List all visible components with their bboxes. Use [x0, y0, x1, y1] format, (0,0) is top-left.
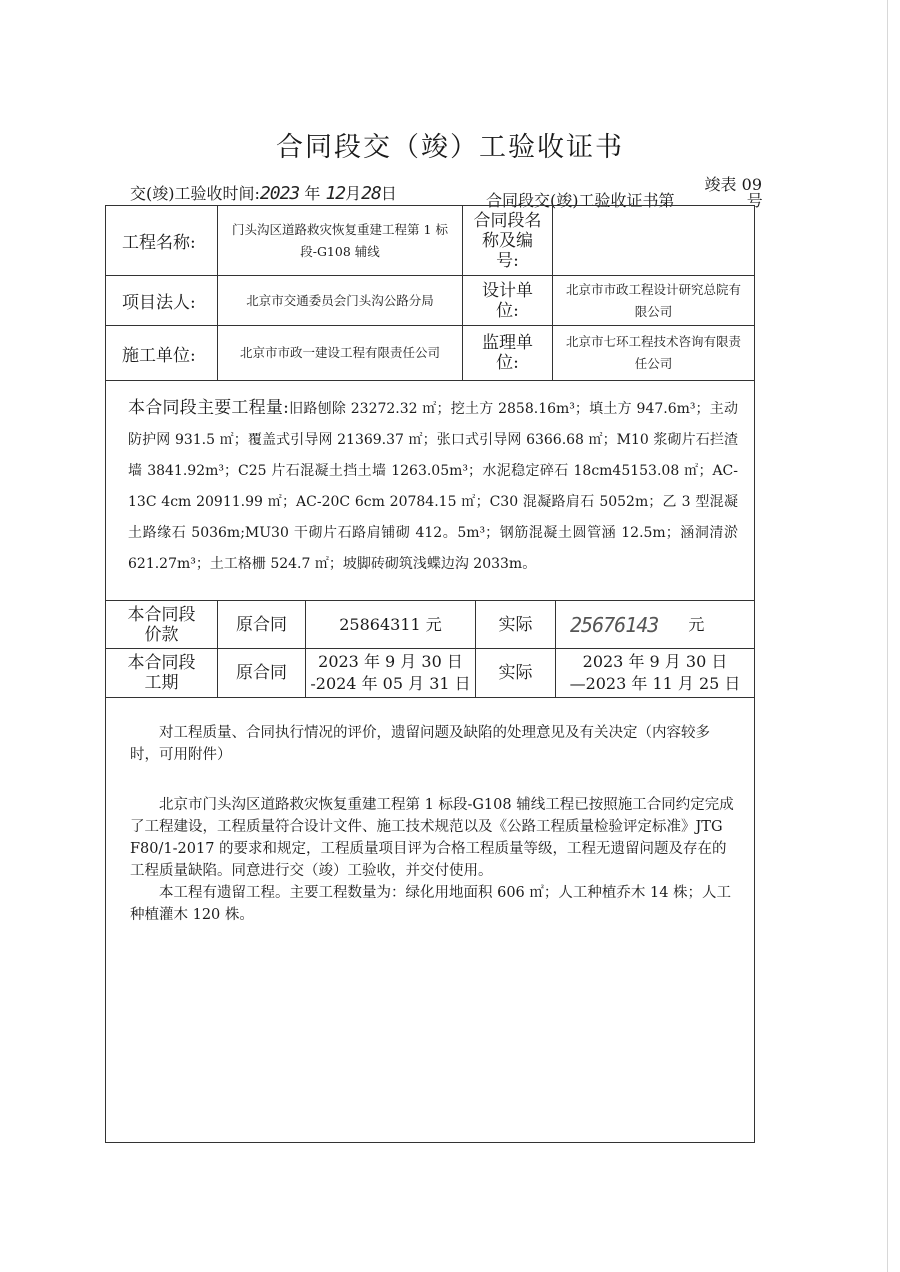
handwritten-day: 28: [361, 183, 381, 204]
price-label: 本合同段价款: [106, 601, 218, 649]
quantities-text: 旧路刨除 23272.32 ㎡；挖土方 2858.16m³；填土方 947.6m³；主动防护网 931.5 ㎡；覆盖式引导网 21369.37 ㎡；张口式引导网 6366.68 ㎡；M10 浆砌片石拦渣墙 3841.92m³；C25 片石混凝土挡土墙 1263.05m³；水泥稳定碎石 18cm45153.08 ㎡；AC-13C 4cm 20911.99 ㎡；AC-20C 6cm 20784.15 ㎡；C30 混凝路肩石 5052m；乙 3 型混凝土路缘石 5036m;MU30 干砌片石路肩铺砌 412。5m³；钢筋混凝土圆管涵 12.5m；涵洞清淤 621.27m³；土工格栅 524.7 ㎡；坡脚砖砌筑浅蝶边沟 2033m。: [128, 401, 738, 572]
price-actual-label: 实际: [476, 601, 556, 649]
section-name-label: 合同段名称及编号:: [463, 206, 553, 276]
evaluation-paragraph-2: 本工程有遗留工程。主要工程数量为：绿化用地面积 606 ㎡；人工种植乔木 14 株；人工种植灌木 120 株。: [130, 885, 732, 923]
period-original-label: 原合同: [218, 649, 306, 698]
quantities-heading: 本合同段主要工程量:: [128, 398, 289, 418]
period-label: 本合同段工期: [106, 649, 218, 698]
period-actual-end: —2023 年 11 月 25 日: [569, 674, 741, 693]
period-original-end: -2024 年 05 月 31 日: [310, 674, 471, 693]
supervisor-label: 监理单位:: [463, 326, 553, 381]
evaluation-paragraph-1: 北京市门头沟区道路救灾恢复重建工程第 1 标段-G108 辅线工程已按照施工合同约定完成了工程建设，工程质量符合设计文件、施工技术规范以及《公路工程质量检验评定标准》JTG F80/1-2017 的要求和规定，工程质量项目评为合格工程质量等级，工程无遗留问题及存在的工程质量缺陷。同意进行交（竣）工验收，并交付使用。: [130, 797, 734, 879]
price-actual-unit: 元: [688, 614, 705, 634]
project-owner-label: 项目法人:: [106, 276, 218, 326]
price-original-value: 25864311 元: [306, 601, 476, 649]
document-title: 合同段交（竣）工验收证书: [276, 132, 624, 163]
project-owner-value: 北京市交通委员会门头沟公路分局: [218, 276, 463, 326]
scan-edge-line: [887, 0, 888, 1272]
designer-value: 北京市市政工程设计研究总院有限公司: [553, 276, 754, 326]
period-actual-value: [556, 649, 754, 698]
supervisor-value: 北京市七环工程技术咨询有限责任公司: [553, 326, 754, 381]
period-original-start: 2023 年 9 月 30 日: [318, 652, 463, 671]
year-label: 年: [304, 184, 321, 203]
day-label: 日: [380, 184, 397, 203]
price-actual-value: [556, 601, 754, 649]
certificate-table: [105, 205, 755, 1143]
designer-label: 设计单位:: [463, 276, 553, 326]
acceptance-time-label: 交(竣)工验收时间:: [130, 184, 260, 203]
evaluation-section: [106, 722, 754, 926]
project-name-value: 门头沟区道路救灾恢复重建工程第 1 标段-G108 辅线: [218, 206, 463, 276]
contractor-label: 施工单位:: [106, 326, 218, 381]
period-actual-start: 2023 年 9 月 30 日: [582, 652, 728, 671]
section-name-value: [553, 206, 754, 276]
handwritten-month: 12: [325, 183, 346, 204]
certificate-number-suffix: 号: [746, 191, 763, 210]
period-original-value: [306, 649, 476, 698]
evaluation-intro: 对工程质量、合同执行情况的评价，遗留问题及缺陷的处理意见及有关决定（内容较多时，可用附件）: [130, 725, 710, 763]
month-label: 月: [345, 184, 362, 203]
contractor-value: 北京市市政一建设工程有限责任公司: [218, 326, 463, 381]
main-quantities: [106, 381, 754, 601]
handwritten-actual-price: 25676143: [570, 612, 659, 637]
project-name-label: 工程名称:: [106, 206, 218, 276]
handwritten-year: 2023: [259, 183, 300, 204]
form-number: 竣表 09: [704, 175, 762, 194]
certificate-number-label: 合同段交(竣)工验收证书第: [486, 191, 675, 210]
acceptance-time: [130, 181, 397, 204]
price-original-label: 原合同: [218, 601, 306, 649]
period-actual-label: 实际: [476, 649, 556, 698]
